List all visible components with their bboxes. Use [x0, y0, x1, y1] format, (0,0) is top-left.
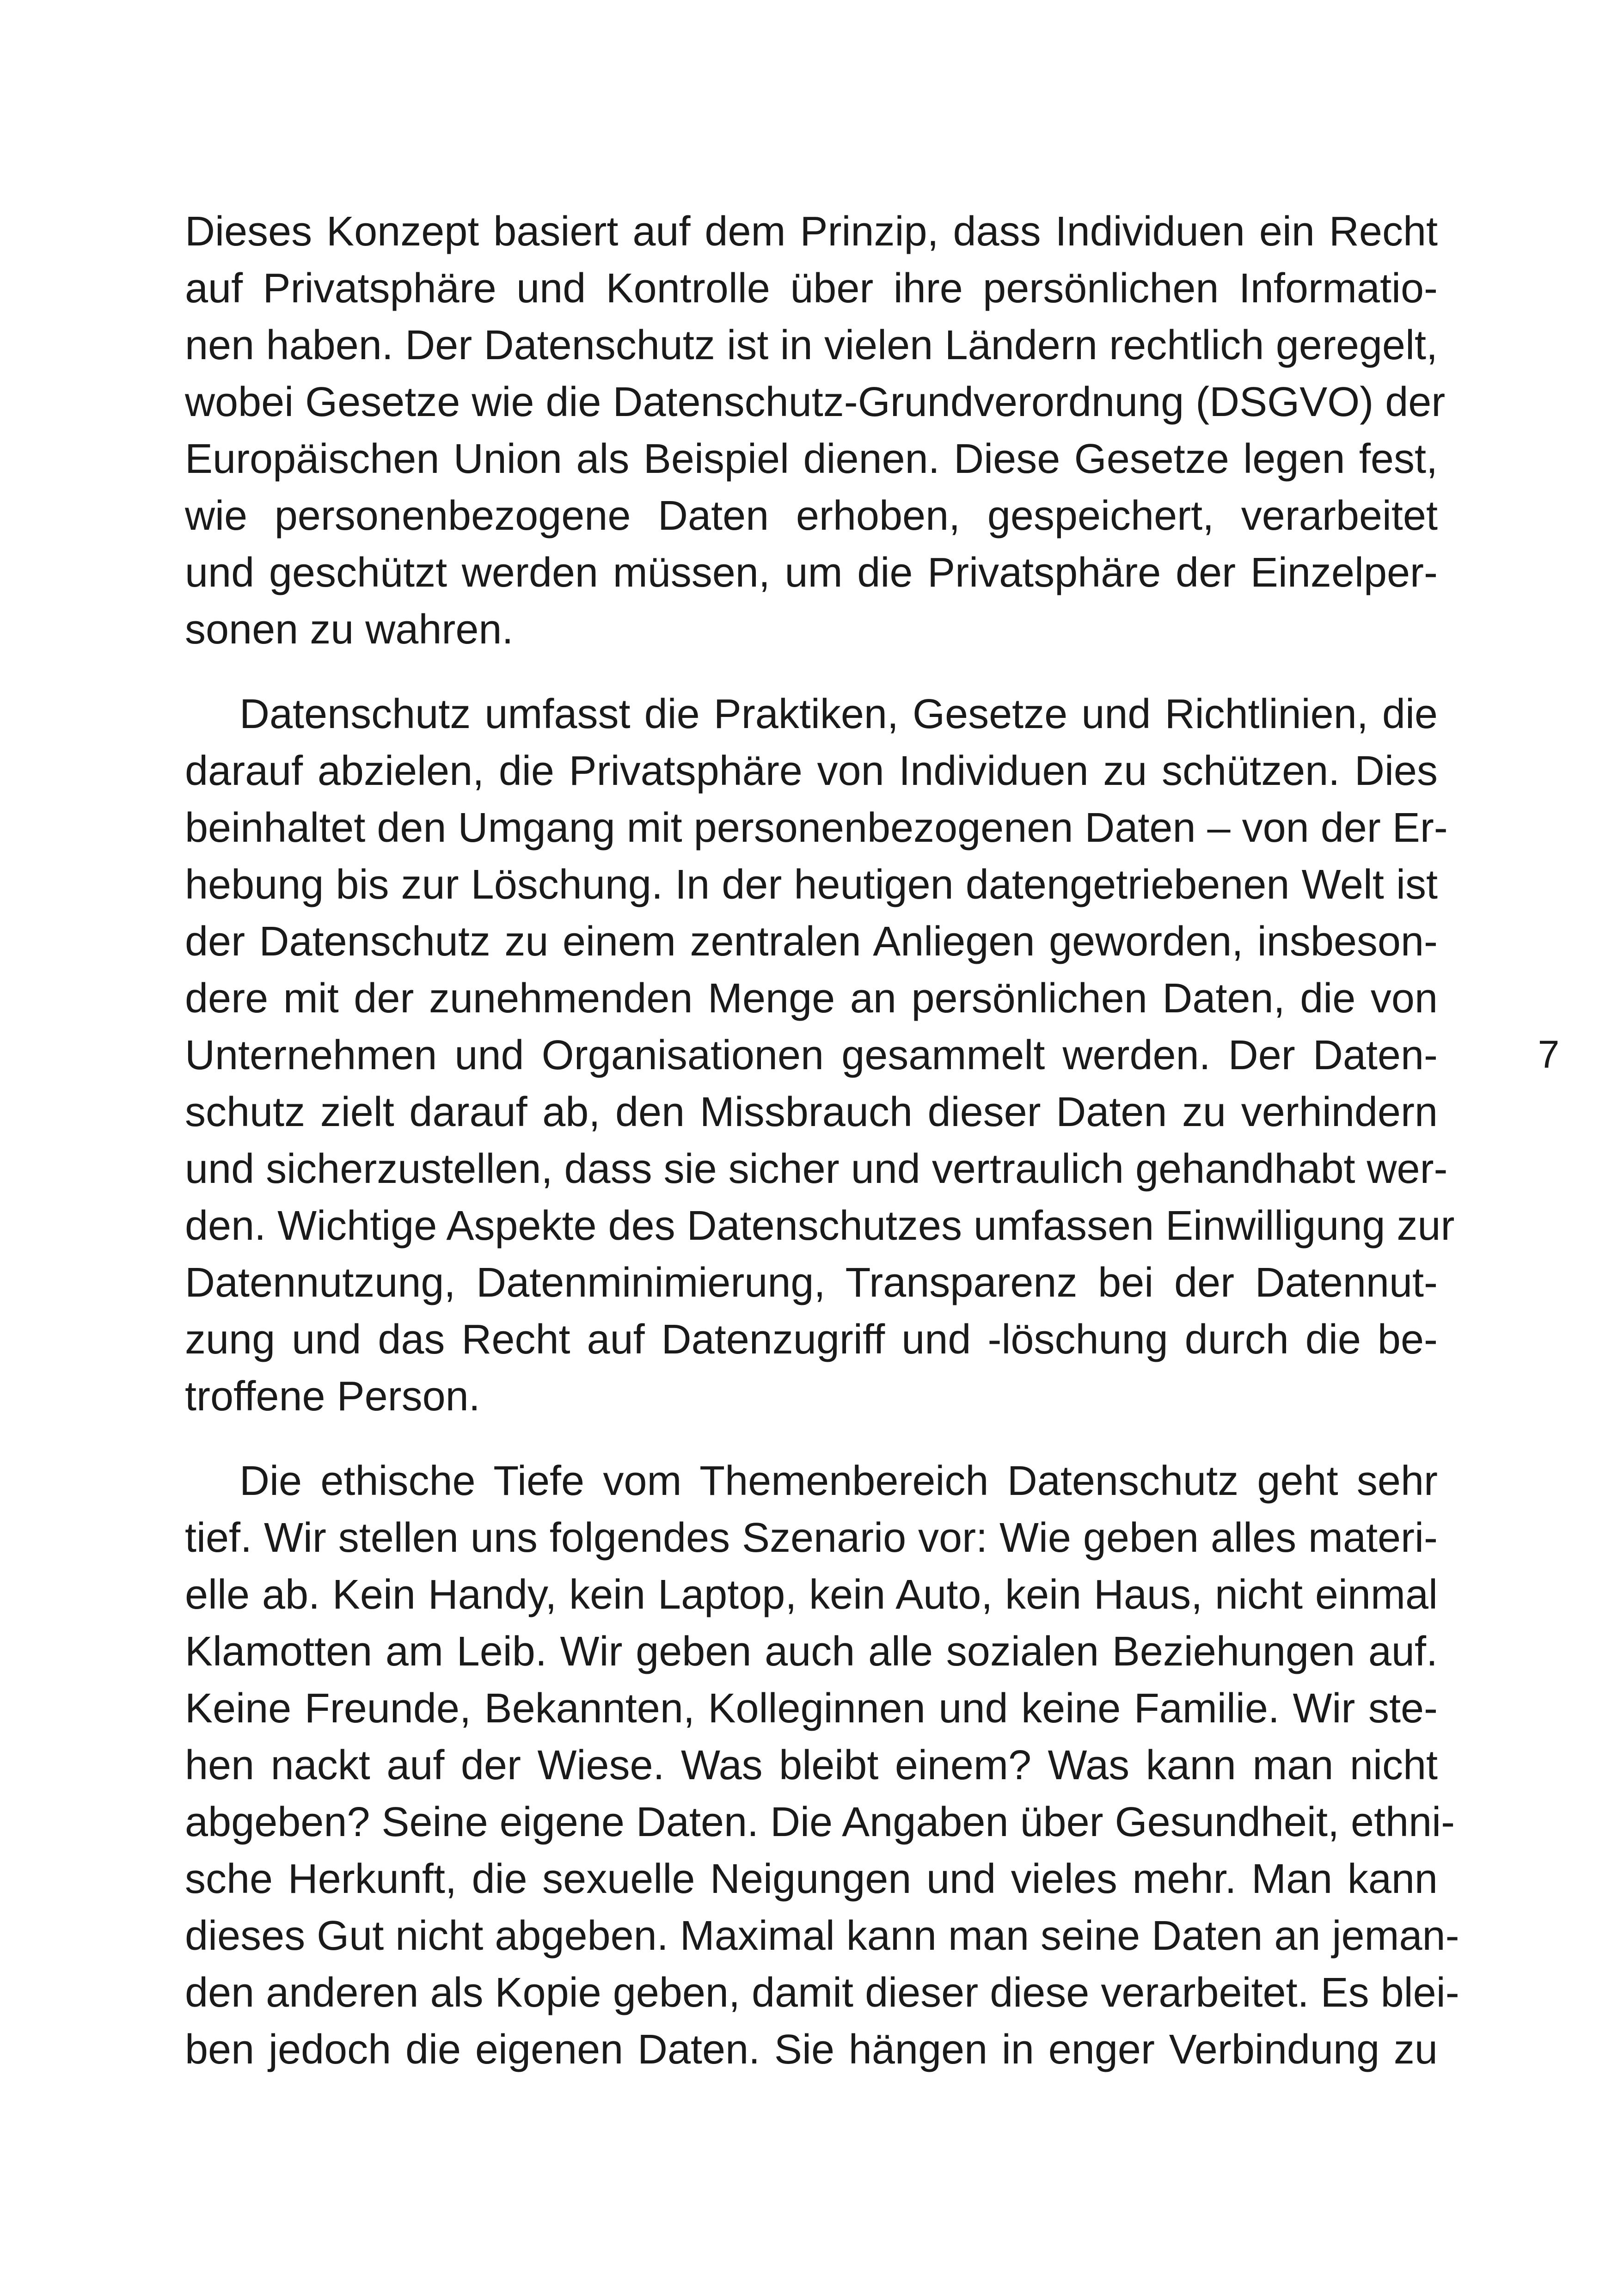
text-line: wie personenbezogene Daten erhoben, gespeichert, verarbeitet [185, 493, 1438, 539]
text-line: dere mit der zunehmenden Menge an persönlichen Daten, die von [185, 975, 1438, 1022]
paragraph-spacer [185, 658, 1438, 686]
text-line: Dieses Konzept basiert auf dem Prinzip, dass Individuen ein Recht [185, 208, 1438, 255]
text-line: sonen zu wahren. [185, 606, 514, 653]
paragraph-3 [185, 1453, 1459, 2078]
text-line: troffene Person. [185, 1373, 480, 1420]
text-line: ben jedoch die eigenen Daten. Sie hängen in enger Verbindung zu [185, 2027, 1438, 2073]
text-line: Klamotten am Leib. Wir geben auch alle sozialen Beziehungen auf. [185, 1629, 1438, 1675]
text-line: elle ab. Kein Handy, kein Laptop, kein Auto, kein Haus, nicht einmal [185, 1572, 1438, 1618]
text-line: abgeben? Seine eigene Daten. Die Angaben über Gesundheit, ethni- [185, 1799, 1455, 1845]
text-line: den anderen als Kopie geben, damit dieser diese verarbeitet. Es blei- [185, 1970, 1459, 2016]
text-line: den. Wichtige Aspekte des Datenschutzes umfassen Einwilligung zur [185, 1203, 1455, 1249]
text-line: beinhaltet den Umgang mit personenbezogenen Daten – von der Er- [185, 805, 1448, 851]
text-line: Datenschutz umfasst die Praktiken, Gesetze und Richtlinien, die [239, 691, 1438, 737]
text-line: tief. Wir stellen uns folgendes Szenario vor: Wie geben alles materi- [185, 1515, 1438, 1561]
text-line: auf Privatsphäre und Kontrolle über ihre persönlichen Informatio- [185, 265, 1438, 312]
page-number: 7 [1538, 1033, 1560, 1076]
text-line: Europäischen Union als Beispiel dienen. Diese Gesetze legen fest, [185, 436, 1438, 482]
text-line: Datennutzung, Datenminimierung, Transparenz bei der Datennut- [185, 1260, 1438, 1306]
text-line: zung und das Recht auf Datenzugriff und -löschung durch die be- [185, 1316, 1438, 1363]
text-line: Die ethische Tiefe vom Themenbereich Datenschutz geht sehr [239, 1458, 1438, 1504]
text-line: schutz zielt darauf ab, den Missbrauch dieser Daten zu verhindern [185, 1089, 1438, 1135]
body-text [185, 203, 1459, 2078]
text-line: hebung bis zur Löschung. In der heutigen datengetriebenen Welt ist [185, 862, 1438, 908]
text-line: und geschützt werden müssen, um die Privatsphäre der Einzelper- [185, 550, 1438, 596]
text-line: darauf abzielen, die Privatsphäre von Individuen zu schützen. Dies [185, 748, 1438, 794]
text-line: und sicherzustellen, dass sie sicher und vertraulich gehandhabt wer- [185, 1146, 1448, 1192]
text-line: dieses Gut nicht abgeben. Maximal kann man seine Daten an jeman- [185, 1913, 1459, 1959]
text-line: der Datenschutz zu einem zentralen Anliegen geworden, insbeson- [185, 918, 1438, 965]
paragraph-spacer [185, 1425, 1438, 1453]
paragraph-2 [185, 686, 1455, 1425]
text-line: nen haben. Der Datenschutz ist in vielen Ländern rechtlich geregelt, [185, 322, 1438, 368]
text-line: wobei Gesetze wie die Datenschutz-Grundverordnung (DSGVO) der [185, 379, 1446, 425]
text-line: Unternehmen und Organisationen gesammelt werden. Der Daten- [185, 1032, 1438, 1078]
text-line: sche Herkunft, die sexuelle Neigungen und vieles mehr. Man kann [185, 1856, 1438, 1902]
text-line: Keine Freunde, Bekannten, Kolleginnen und keine Familie. Wir ste- [185, 1685, 1438, 1732]
paragraph-1 [185, 203, 1446, 658]
text-line: hen nackt auf der Wiese. Was bleibt einem? Was kann man nicht [185, 1742, 1438, 1788]
